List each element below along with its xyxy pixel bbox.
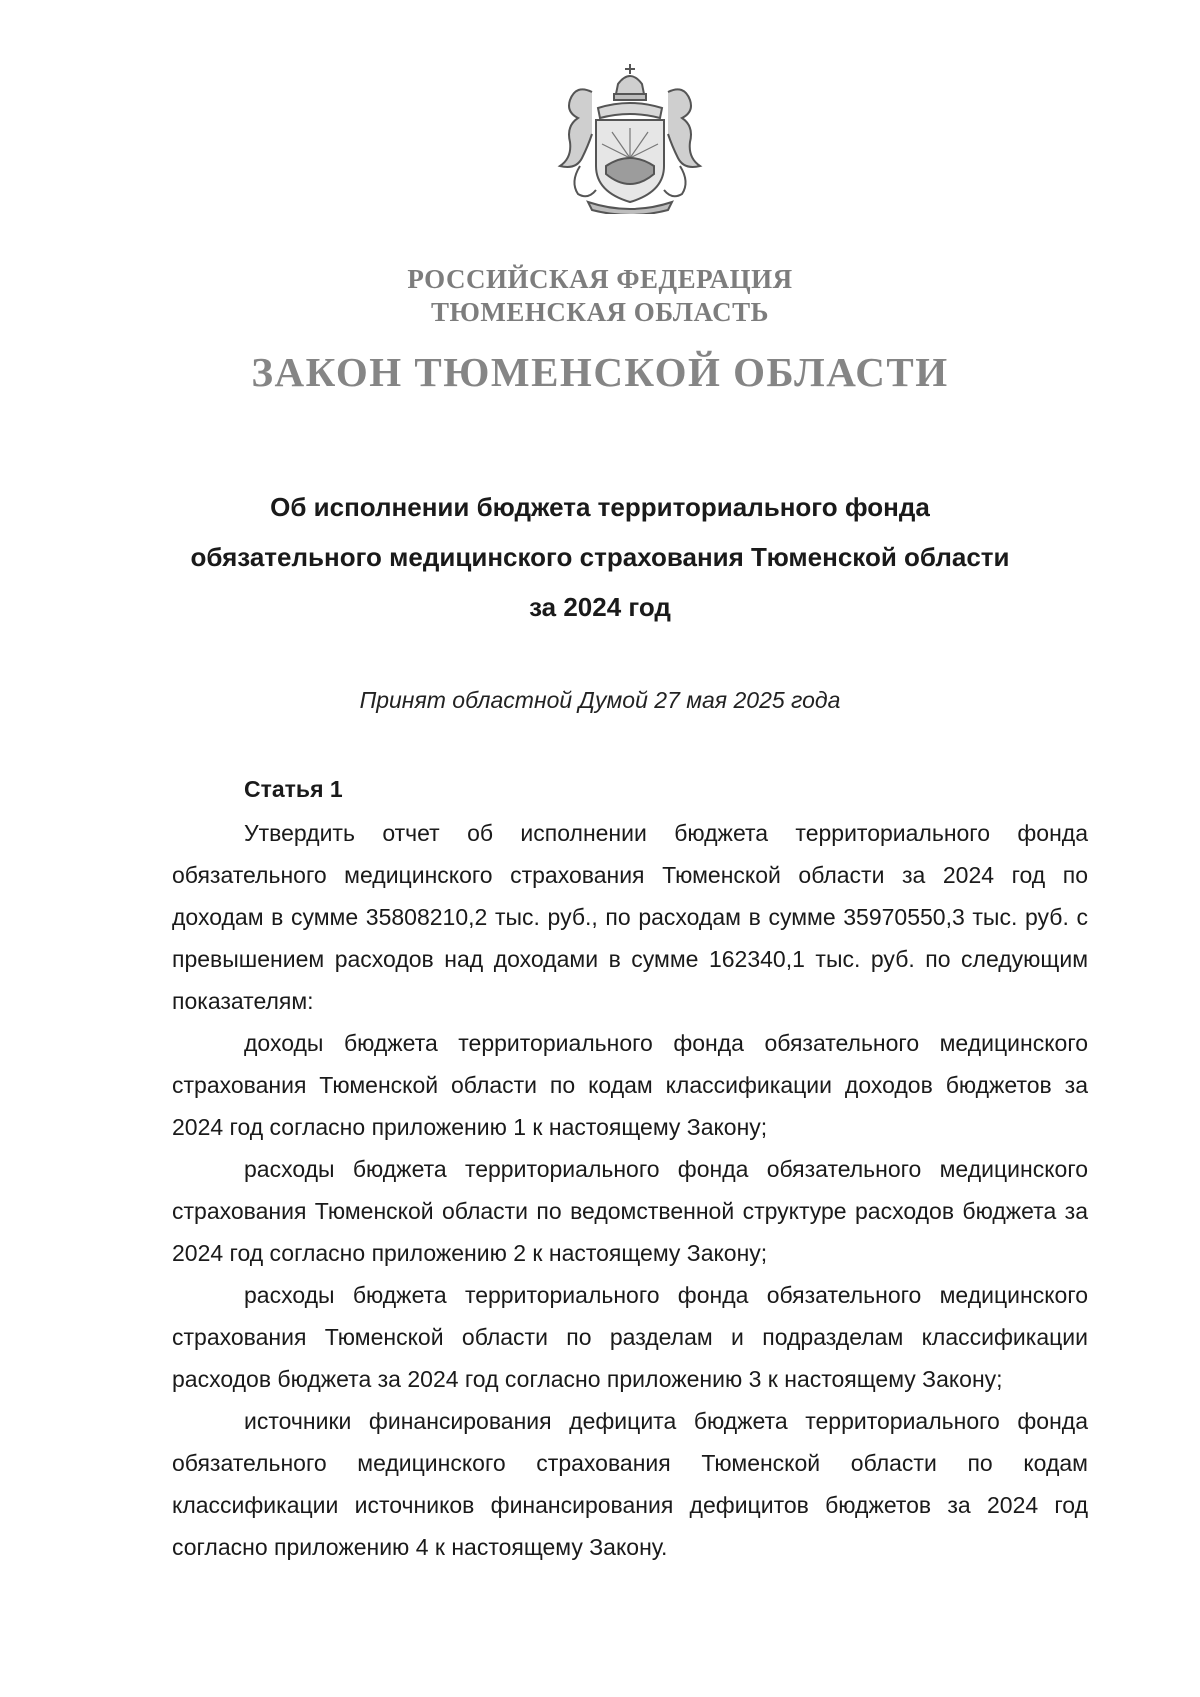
article-paragraph: Утвердить отчет об исполнении бюджета территориального фонда обязательного медицинского страхования Тюменской области за 2024 год по доходам в сумме 35808210,2 тыс. руб., по расходам в сумме 35970550,3 тыс. руб. с превышением расходов над доходами в сумме 162340,1 тыс. руб. по следующим показателям: <box>172 820 1088 1014</box>
law-title-line-2: обязательного медицинского страхования Тюменской области <box>190 542 1010 572</box>
law-title-line-1: Об исполнении бюджета территориального фонда <box>270 492 930 522</box>
document-type-heading: ЗАКОН ТЮМЕНСКОЙ ОБЛАСТИ <box>251 349 949 395</box>
article-heading: Статья 1 <box>244 776 343 802</box>
country-heading: РОССИЙСКАЯ ФЕДЕРАЦИЯ <box>407 264 793 294</box>
article-paragraph: доходы бюджета территориального фонда обязательного медицинского страхования Тюменской области по кодам классификации доходов бюджетов за 2024 год согласно приложению 1 к настоящему Закону; <box>172 1030 1088 1140</box>
article-paragraph: расходы бюджета территориального фонда обязательного медицинского страхования Тюменской области по ведомственной структуре расходов бюджета за 2024 год согласно приложению 2 к настоящему Закону; <box>172 1156 1088 1266</box>
region-heading: ТЮМЕНСКАЯ ОБЛАСТЬ <box>430 297 770 327</box>
coat-of-arms-icon <box>536 62 724 214</box>
article-paragraph: источники финансирования дефицита бюджета территориального фонда обязательного медицинского страхования Тюменской области по кодам классификации источников финансирования дефицитов бюджетов за 2024 год согласно приложению 4 к настоящему Закону. <box>172 1408 1088 1560</box>
article-paragraph: расходы бюджета территориального фонда обязательного медицинского страхования Тюменской области по разделам и подразделам классификации расходов бюджета за 2024 год согласно приложению 3 к настоящему Закону; <box>172 1282 1088 1392</box>
law-title-line-3: за 2024 год <box>529 592 671 622</box>
adoption-note: Принят областной Думой 27 мая 2025 года <box>359 687 841 713</box>
